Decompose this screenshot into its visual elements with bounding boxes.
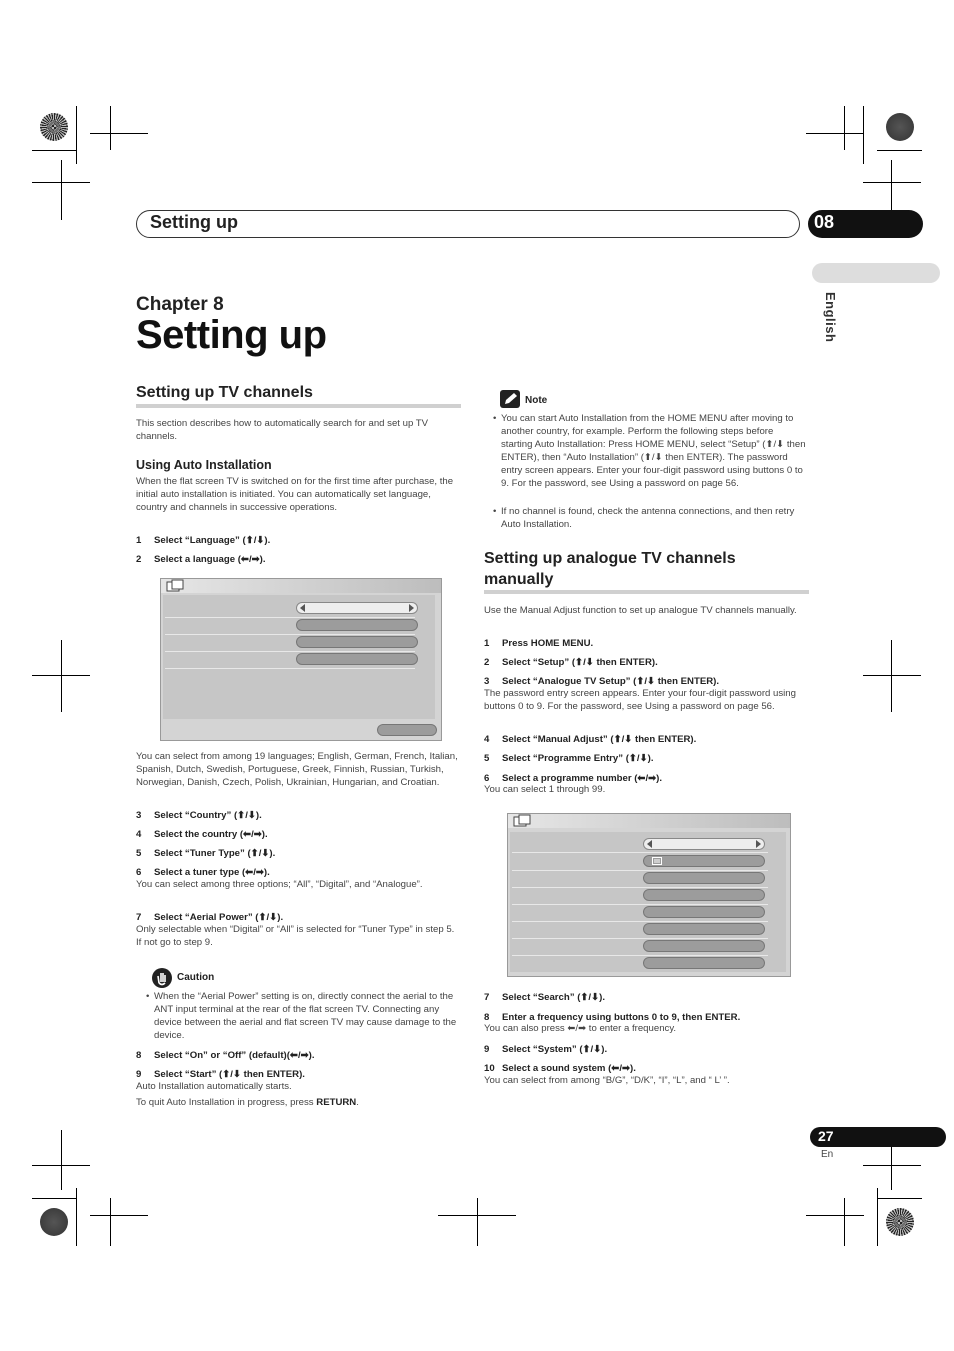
menu-row-divider [165, 617, 415, 618]
intro-text: This section describes how to automatically search for and set up TV channels. [136, 418, 429, 442]
right-arrow-icon [409, 604, 414, 612]
left-arrow-icon [300, 604, 305, 612]
menu-row-divider [512, 921, 768, 922]
menu-row-divider [512, 870, 768, 871]
menu-row-divider [512, 955, 768, 956]
menu-value-field [643, 855, 765, 867]
language-tab [812, 263, 940, 283]
languages-text: You can select from among 19 languages; English, German, French, Italian, Spanish, Dutch, Swedish, Portuguese, Greek, Finnish, Russian, Turkish, Norwegian, Danish, Czech, Polish, Ukrainian, Hungarian, and Croatian. [136, 751, 458, 788]
caution-title: Caution [177, 972, 215, 983]
crop-mark [844, 106, 845, 150]
chapter-number: 08 [814, 212, 835, 232]
step-text: Select “Language” (⬆/⬇). [154, 535, 271, 546]
crop-mark [877, 150, 922, 151]
menu-row-divider [165, 651, 415, 652]
step-description: You can select from among “B/G”, “D/K”, “I”, “L”, and “ L’ ”. [484, 1075, 730, 1086]
step-item: 5 Select “Tuner Type” (⬆/⬇). [136, 848, 276, 859]
step-item: 9 Select “Start” (⬆/⬇ then ENTER). [136, 1069, 305, 1080]
tv-menu-screenshot [507, 813, 791, 977]
page-number: 27 [818, 1128, 834, 1144]
step-item: 4 Select the country (⬅/➡). [136, 829, 268, 840]
quit-text-end: . [356, 1097, 359, 1108]
menu-value-field [643, 906, 765, 918]
menu-selector-field [296, 602, 418, 614]
menu-row-divider [512, 938, 768, 939]
menu-value-field [643, 923, 765, 935]
menu-row-divider [512, 852, 768, 853]
step-item: 4 Select “Manual Adjust” (⬆/⬇ then ENTER). [484, 734, 697, 745]
step-text: Select “Aerial Power” (⬆/⬇). [154, 912, 284, 923]
chapter-label: Chapter 8 [136, 294, 224, 315]
note-item: • You can start Auto Installation from the HOME MENU after moving to another country, for example. Perform the following steps before starting Auto Installation: Press HOME MENU, select “Setup” (⬆/⬇ then ENTER), then “Auto Installation” (⬆/⬇ then ENTER). The password entry screen appears. Enter your four-digit password using buttons 0 to 9. For the password, see Using a password on page 56. [501, 413, 807, 490]
crop-mark [806, 1215, 864, 1216]
menu-value-field [296, 653, 418, 665]
crop-mark [76, 106, 77, 164]
crop-mark [110, 1198, 111, 1246]
note-item: • If no channel is found, check the antenna connections, and then retry Auto Installation. [501, 506, 807, 532]
section-rule [484, 590, 809, 594]
registration-target-icon [886, 113, 914, 141]
chapter-title: Setting up [136, 313, 327, 357]
registration-target-icon [40, 1208, 68, 1236]
chapter-number-badge [808, 210, 923, 238]
language-tab-label: English [823, 292, 838, 343]
step-item: 6 Select a programme number (⬅/➡). [484, 773, 663, 784]
return-key-label: RETURN [316, 1097, 357, 1108]
step-item: 1 Press HOME MENU. [484, 638, 594, 649]
registration-target-icon [886, 1208, 914, 1236]
step-text: Press HOME MENU. [502, 638, 594, 649]
step-item: 1 Select “Language” (⬆/⬇). [136, 535, 271, 546]
menu-row-divider [165, 634, 415, 635]
caution-hand-icon [152, 968, 172, 988]
step-item: 9 Select “System” (⬆/⬇). [484, 1044, 608, 1055]
tv-menu-screenshot [160, 578, 442, 741]
menu-value-field [296, 636, 418, 648]
menu-row-divider [512, 887, 768, 888]
step-item: 7 Select “Aerial Power” (⬆/⬇). [136, 912, 284, 923]
crop-mark [806, 133, 864, 134]
step-description: You can also press ⬅/➡ to enter a frequency. [484, 1023, 677, 1034]
crop-mark [863, 106, 864, 164]
intro-text: Use the Manual Adjust function to set up analogue TV channels manually. [484, 605, 797, 616]
crop-mark [863, 1165, 921, 1166]
step-text: Select “Tuner Type” (⬆/⬇). [154, 848, 276, 859]
step-item: 2 Select “Setup” (⬆/⬇ then ENTER). [484, 657, 658, 668]
step-description: You can select 1 through 99. [484, 784, 606, 795]
menu-value-field [643, 957, 765, 969]
registration-target-icon [40, 113, 68, 141]
crop-mark [32, 150, 77, 151]
step-text: Select “Search” (⬆/⬇). [502, 992, 605, 1003]
crop-mark [61, 1130, 62, 1190]
crop-mark [90, 133, 148, 134]
crop-mark [877, 1188, 878, 1246]
crop-mark [891, 640, 892, 712]
page-language: En [821, 1149, 834, 1160]
step-item: 6 Select a tuner type (⬅/➡). [136, 867, 270, 878]
step-item: 2 Select a language (⬅/➡). [136, 554, 266, 565]
note-pencil-icon [500, 390, 520, 408]
step-text: Select “Country” (⬆/⬇). [154, 810, 262, 821]
crop-mark [61, 640, 62, 712]
right-arrow-icon [756, 840, 761, 848]
step-text: Select “Start” (⬆/⬇ then ENTER). [154, 1069, 305, 1080]
menu-selector-field [643, 838, 765, 850]
menu-value-field [643, 872, 765, 884]
left-arrow-icon [647, 840, 652, 848]
section-rule [136, 404, 461, 408]
step-text: Select “Manual Adjust” (⬆/⬇ then ENTER). [502, 734, 697, 745]
crop-mark [844, 1198, 845, 1246]
quit-instruction [136, 1097, 461, 1110]
crop-mark [863, 182, 921, 183]
crop-mark [477, 1198, 478, 1246]
step-description: You can select among three options; “All”, “Digital”, and “Analogue”. [136, 879, 423, 890]
crop-mark [76, 1188, 77, 1246]
quit-text: To quit Auto Installation in progress, press [136, 1097, 314, 1108]
menu-row-divider [165, 668, 415, 669]
crop-mark [90, 1215, 148, 1216]
note-title: Note [525, 395, 548, 406]
menu-start-button [377, 724, 437, 736]
step-text: Select a programme number (⬅/➡). [502, 773, 663, 784]
menu-title-bar [161, 579, 441, 593]
menu-value-field [296, 619, 418, 631]
step-text: Select a language (⬅/➡). [154, 554, 266, 565]
step-text: Select “Programme Entry” (⬆/⬇). [502, 753, 654, 764]
step-description: Auto Installation automatically starts. [136, 1081, 292, 1092]
section-header [136, 210, 800, 238]
step-text: Select the country (⬅/➡). [154, 829, 268, 840]
page-number-badge [810, 1127, 946, 1147]
step-text: Select a sound system (⬅/➡). [502, 1063, 636, 1074]
crop-mark [877, 1198, 922, 1199]
step-item: 5 Select “Programme Entry” (⬆/⬇). [484, 753, 654, 764]
menu-value-field [643, 889, 765, 901]
subsection-heading: Using Auto Installation [136, 458, 272, 472]
menu-value-field [643, 940, 765, 952]
step-text: Select a tuner type (⬅/➡). [154, 867, 270, 878]
menu-icon [512, 814, 532, 828]
section-heading: Setting up analogue TV channels manually [484, 550, 736, 588]
crop-mark [110, 106, 111, 150]
step-description: The password entry screen appears. Enter your four-digit password using buttons 0 to 9. For the password, see Using a password on page 56. [484, 688, 796, 712]
step-text: Select “On” or “Off” (default)(⬅/➡). [154, 1050, 315, 1061]
crop-mark [863, 675, 921, 676]
menu-icon [165, 579, 185, 593]
channel-icon [652, 857, 662, 865]
crop-mark [61, 160, 62, 220]
step-item: 3 Select “Country” (⬆/⬇). [136, 810, 262, 821]
step-item: 3 Select “Analogue TV Setup” (⬆/⬇ then ENTER). [484, 676, 720, 687]
crop-mark [32, 1198, 77, 1199]
step-item: 8 Enter a frequency using buttons 0 to 9, then ENTER. [484, 1012, 741, 1023]
step-item: 7 Select “Search” (⬆/⬇). [484, 992, 605, 1003]
step-item: 8 Select “On” or “Off” (default)(⬅/➡). [136, 1050, 315, 1061]
auto-install-text: When the flat screen TV is switched on for the first time after purchase, the initial auto installation is initiated. You can automatically set language, country and channels in successive operations. [136, 476, 454, 513]
step-item: 10 Select a sound system (⬅/➡). [484, 1063, 636, 1074]
step-description: Only selectable when “Digital” or “All” is selected for “Tuner Type” in step 5. If not go to step 9. [136, 924, 455, 948]
section-heading: Setting up TV channels [136, 384, 313, 401]
section-header-title: Setting up [150, 212, 238, 232]
step-text: Select “Analogue TV Setup” (⬆/⬇ then ENTER). [502, 676, 720, 687]
caution-text: • When the “Aerial Power” setting is on, directly connect the aerial to the ANT input terminal at the rear of the flat screen TV. Connecting any device between the aerial and flat screen TV may cause damage to the device. [154, 991, 460, 1043]
menu-row-divider [512, 904, 768, 905]
step-text: Select “Setup” (⬆/⬇ then ENTER). [502, 657, 658, 668]
step-text: Enter a frequency using buttons 0 to 9, then ENTER. [502, 1012, 741, 1023]
step-text: Select “System” (⬆/⬇). [502, 1044, 608, 1055]
menu-title-bar [508, 814, 790, 828]
